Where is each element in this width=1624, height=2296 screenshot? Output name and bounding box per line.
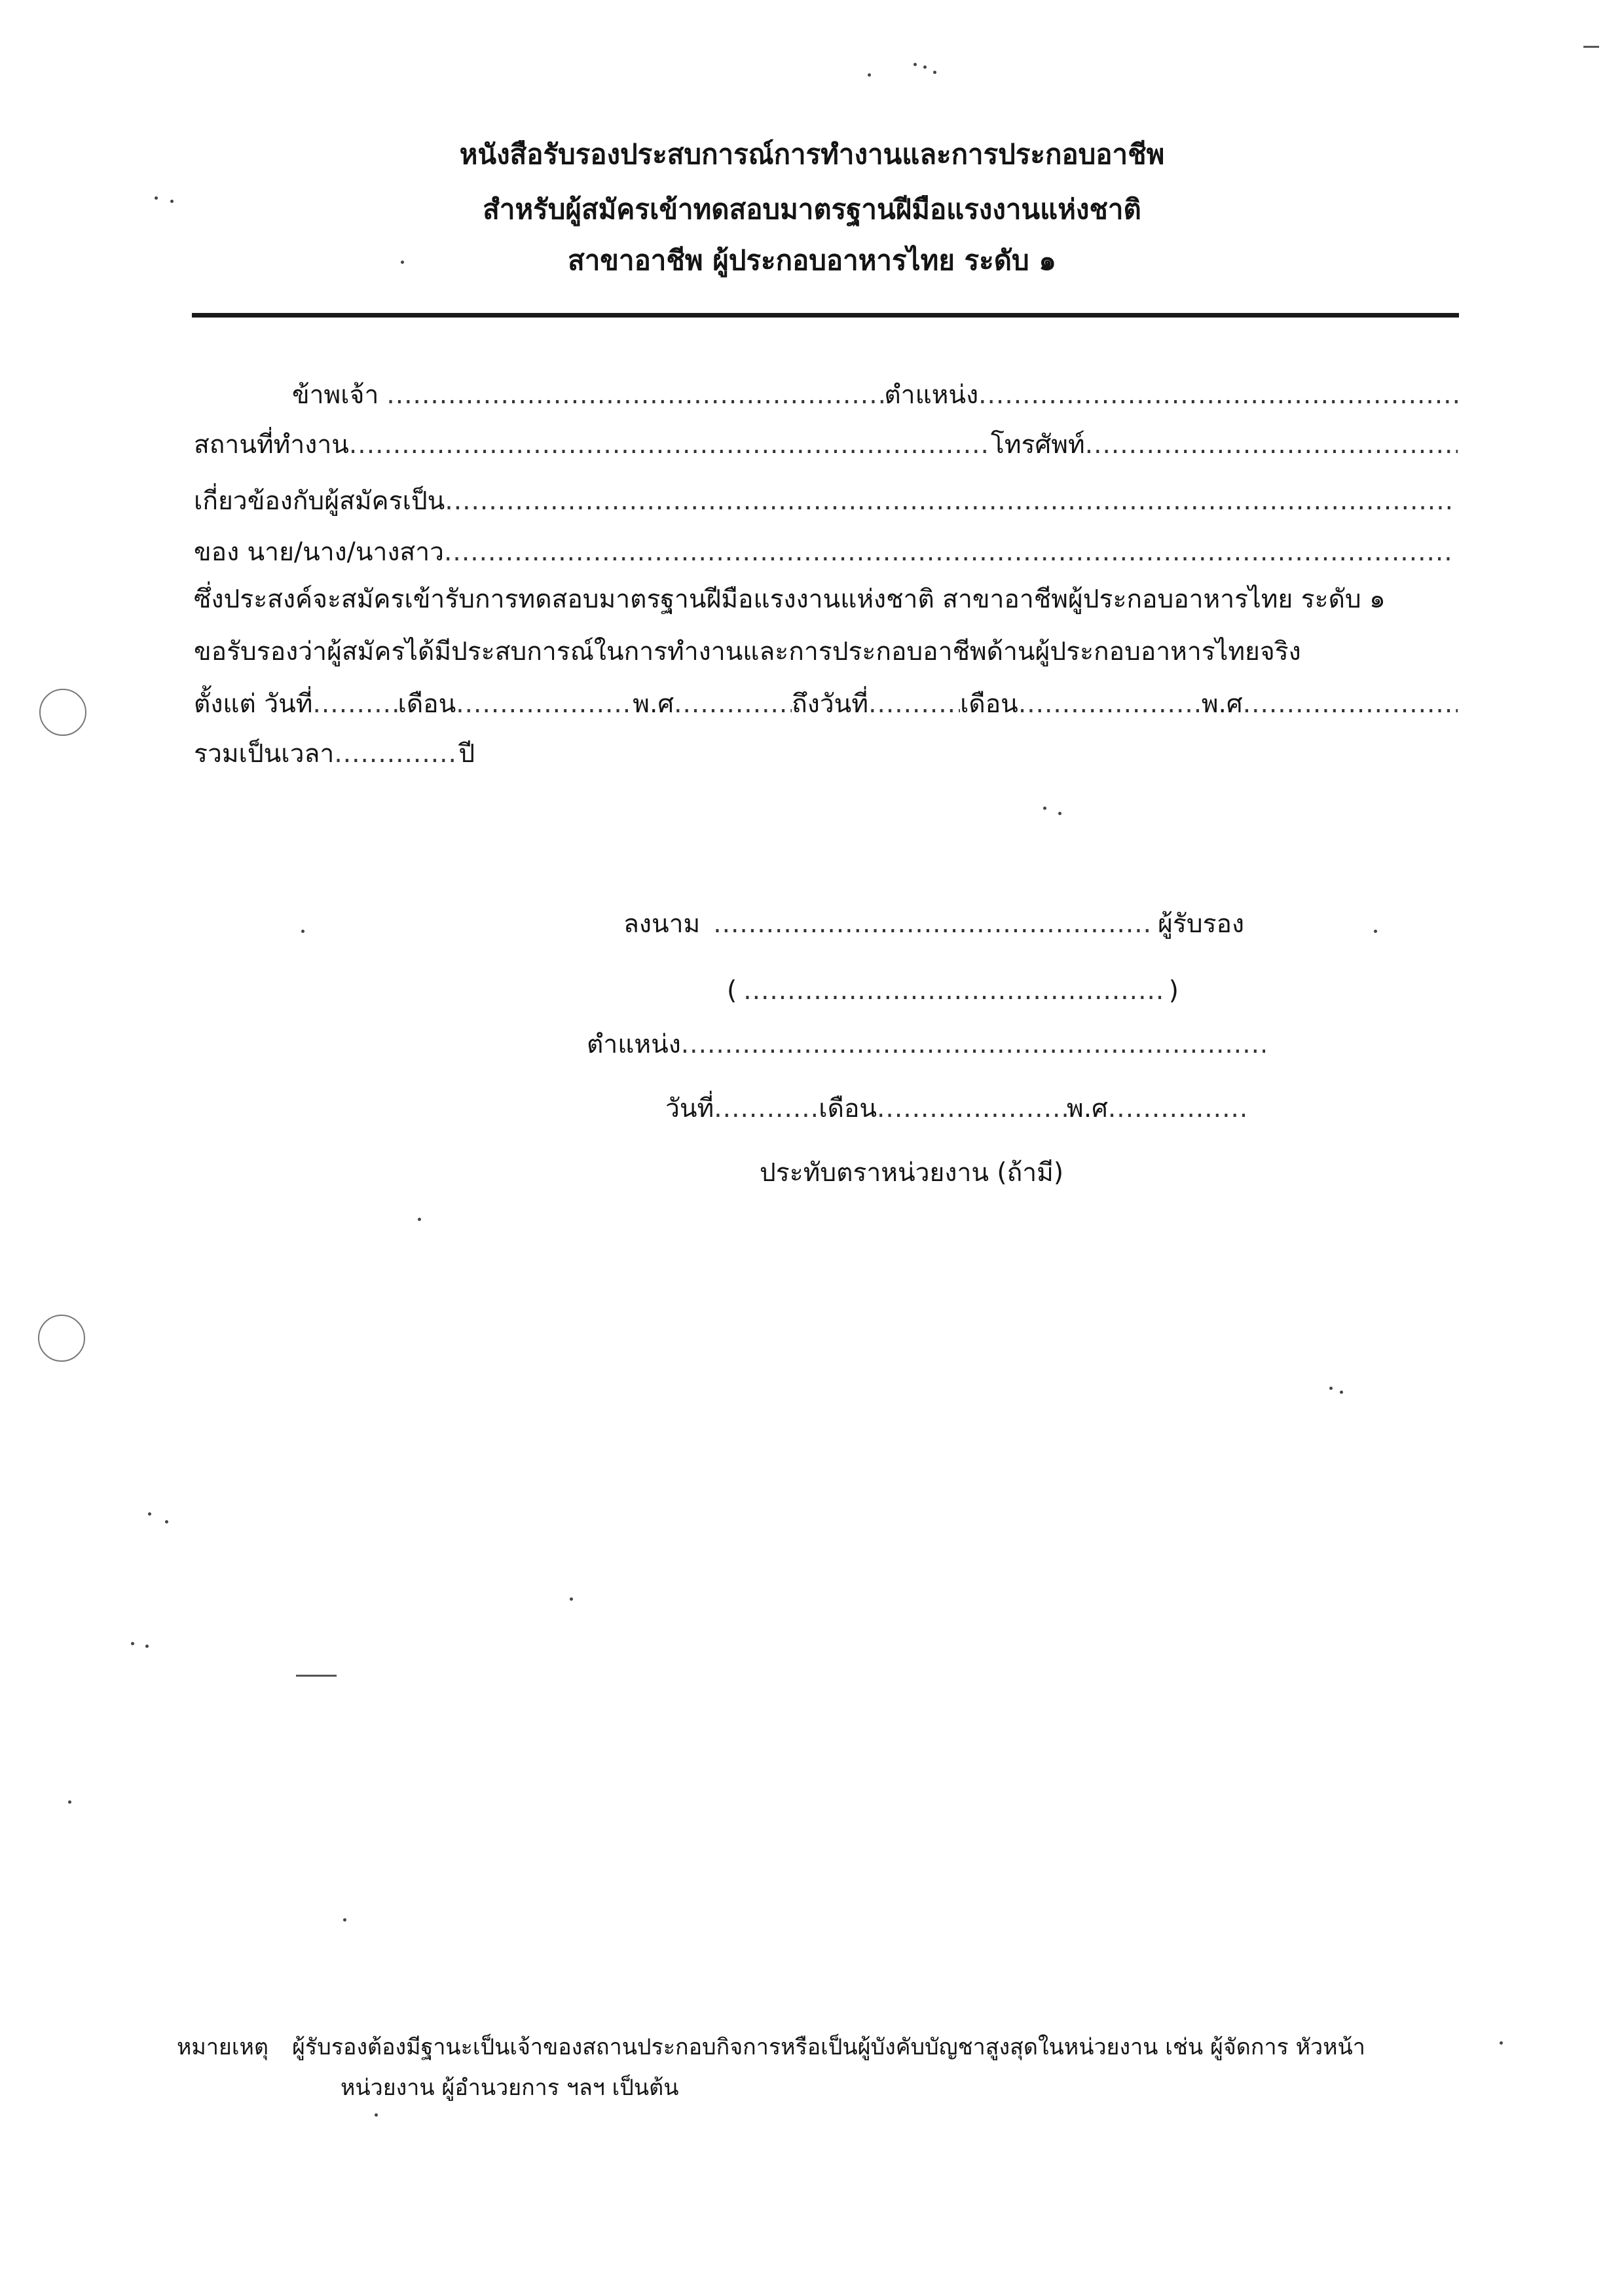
form-row-workplace <box>194 428 1458 462</box>
signature-field[interactable] <box>713 907 1150 941</box>
certifier-position-field[interactable] <box>681 1028 1265 1062</box>
sign-year-label: พ.ศ <box>1067 1094 1108 1123</box>
scan-speck <box>418 1218 421 1221</box>
workplace-label: สถานที่ทำงาน <box>194 430 349 460</box>
note-line-2: หน่วยงาน ผู้อำนวยการ ฯลฯ เป็นต้น <box>341 2075 679 2101</box>
paren-close: ) <box>1168 976 1179 1006</box>
scan-speck <box>68 1800 71 1804</box>
scan-speck <box>343 1918 346 1922</box>
certifier-position-label: ตำแหน่ง <box>587 1030 681 1059</box>
applicant-label: ของ นาย/นาง/นางสาว <box>194 538 445 567</box>
scan-mark <box>1583 46 1599 48</box>
until-year-label: พ.ศ <box>1201 689 1243 719</box>
scan-speck <box>1340 1391 1343 1394</box>
scan-mark <box>296 1675 337 1677</box>
form-row-period <box>194 687 1458 721</box>
scan-speck <box>301 930 304 933</box>
scan-speck <box>148 1512 151 1516</box>
until-label: ถึงวันที่ <box>792 689 869 719</box>
total-years-field[interactable] <box>334 737 458 771</box>
document-title: หนังสือรับรองประสบการณ์การทำงานและการประกอบอาชีพ <box>459 138 1165 170</box>
position-field[interactable] <box>978 378 1458 412</box>
applicant-field[interactable] <box>444 536 1455 570</box>
workplace-field[interactable] <box>349 428 991 462</box>
since-label: ตั้งแต่ วันที่ <box>194 689 313 719</box>
scan-speck <box>923 65 927 69</box>
relation-label: เกี่ยวข้องกับผู้สมัครเป็น <box>194 486 445 516</box>
phone-field[interactable] <box>1085 428 1458 462</box>
name-in-parens-row <box>727 974 1179 1008</box>
scan-speck <box>1374 930 1377 933</box>
binder-hole <box>38 1315 85 1362</box>
signature-row <box>623 907 1244 941</box>
document-occupation: สาขาอาชีพ ผู้ประกอบอาหารไทย ระดับ ๑ <box>568 244 1056 276</box>
since-month-label: เดือน <box>397 689 456 719</box>
form-row-relation <box>194 484 1455 519</box>
sign-month-field[interactable] <box>877 1092 1067 1126</box>
note-label: หมายเหตุ <box>177 2034 268 2060</box>
name-field[interactable] <box>386 378 884 412</box>
form-row-name <box>292 378 1458 412</box>
scan-speck <box>913 63 917 66</box>
statement-line-1: ซึ่งประสงค์จะสมัครเข้ารับการทดสอบมาตรฐานฝีมือแรงงานแห่งชาติ สาขาอาชีพผู้ประกอบอาหารไทย ระดับ ๑ <box>194 585 1386 614</box>
sign-day-field[interactable] <box>714 1092 819 1126</box>
total-label: รวมเป็นเวลา <box>194 739 335 769</box>
paren-open: ( <box>727 976 737 1006</box>
relation-field[interactable] <box>445 484 1455 519</box>
since-day-field[interactable] <box>313 687 398 721</box>
scan-speck <box>1058 812 1061 815</box>
scan-speck <box>1329 1387 1333 1390</box>
scan-speck <box>1500 2041 1503 2045</box>
certifier-label: ผู้รับรอง <box>1158 909 1244 939</box>
certifier-name-field[interactable] <box>743 974 1162 1008</box>
scan-speck <box>933 71 936 74</box>
since-year-label: พ.ศ <box>633 689 674 719</box>
until-day-field[interactable] <box>868 687 960 721</box>
since-month-field[interactable] <box>456 687 633 721</box>
phone-label: โทรศัพท์ <box>990 430 1085 460</box>
sign-month-label: เดือน <box>819 1094 877 1123</box>
since-year-field[interactable] <box>674 687 792 721</box>
sign-date-row <box>665 1092 1248 1126</box>
document-subtitle: สำหรับผู้สมัครเข้าทดสอบมาตรฐานฝีมือแรงงานแห่งชาติ <box>483 193 1141 225</box>
note-line-1: ผู้รับรองต้องมีฐานะเป็นเจ้าของสถานประกอบกิจการหรือเป็นผู้บังคับบัญชาสูงสุดในหน่วยงาน เช่น ผู้จัดการ หัวหน้า <box>292 2034 1365 2060</box>
scan-speck <box>145 1645 149 1648</box>
sign-label: ลงนาม <box>623 909 701 939</box>
form-row-total <box>194 737 475 771</box>
until-month-field[interactable] <box>1018 687 1202 721</box>
scan-speck <box>570 1597 573 1601</box>
sign-year-field[interactable] <box>1108 1092 1248 1126</box>
until-year-field[interactable] <box>1243 687 1458 721</box>
sign-date-label: วันที่ <box>665 1094 714 1123</box>
title-divider <box>192 313 1459 318</box>
statement-line-2: ขอรับรองว่าผู้สมัครได้มีประสบการณ์ในการทำงานและการประกอบอาชีพด้านผู้ประกอบอาหารไทยจริง <box>194 637 1301 666</box>
binder-hole <box>39 689 86 736</box>
until-month-label: เดือน <box>960 689 1018 719</box>
position-label: ตำแหน่ง <box>884 380 979 410</box>
certifier-position-row <box>587 1028 1265 1062</box>
form-row-applicant <box>194 536 1455 570</box>
scan-speck <box>131 1642 134 1645</box>
scan-speck <box>375 2113 378 2117</box>
scan-speck <box>1043 807 1046 810</box>
scan-speck <box>868 73 871 77</box>
years-unit: ปี <box>458 739 475 769</box>
i-label: ข้าพเจ้า <box>292 380 379 410</box>
scan-speck <box>165 1520 168 1523</box>
stamp-label: ประทับตราหน่วยงาน (ถ้ามี) <box>760 1158 1064 1188</box>
